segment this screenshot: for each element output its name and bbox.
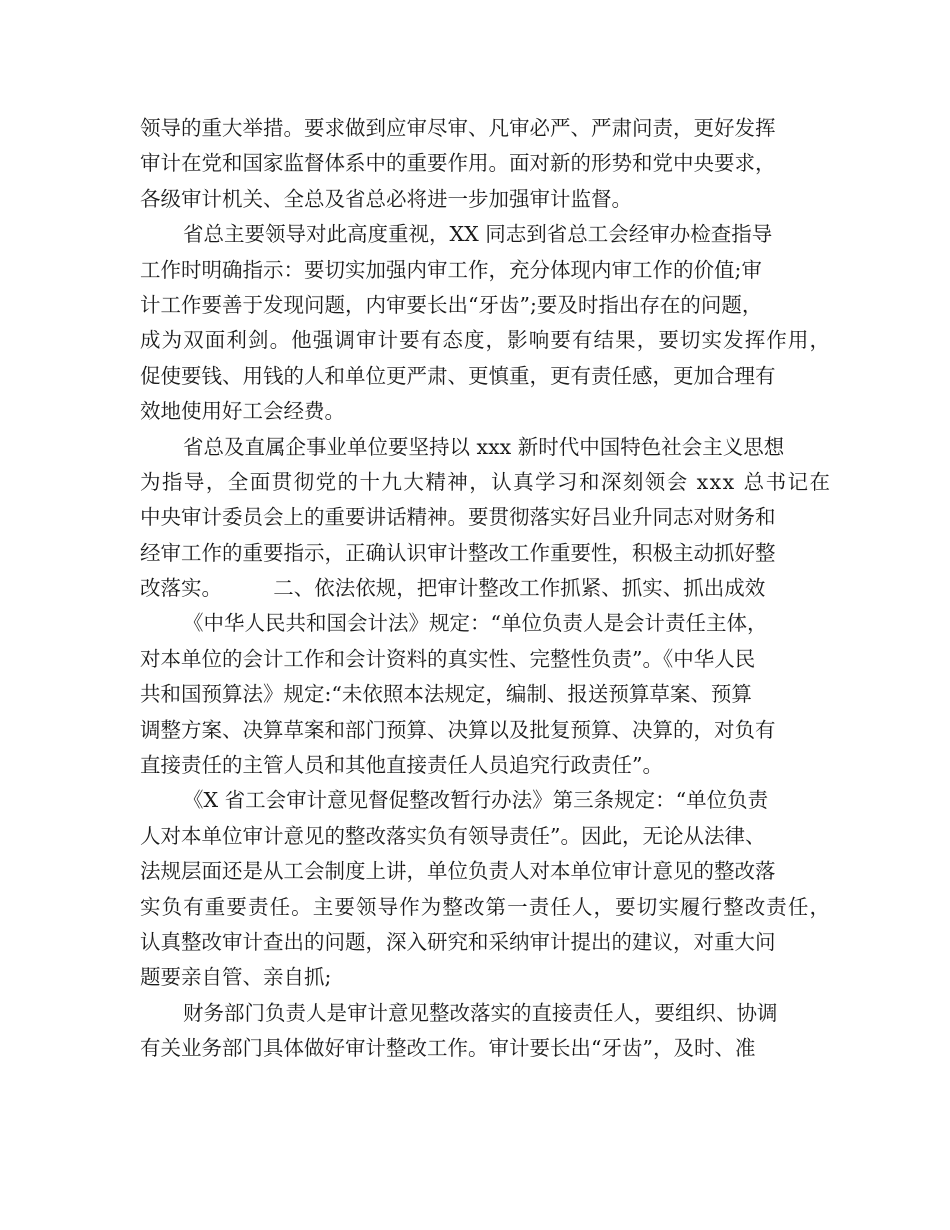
text-line: 《X 省工会审计意见督促整改暂行办法》第三条规定：“单位负责 — [183, 788, 769, 813]
text-line: 各级审计机关、全总及省总必将进一步加强审计监督。 — [140, 186, 632, 211]
text-line: 认真整改审计查出的问题，深入研究和采纳审计提出的建议，对重大问 — [140, 929, 776, 954]
text-line: 财务部门负责人是审计意见整改落实的直接责任人，要组织、协调 — [183, 1000, 778, 1025]
text-line: 《中华人民共和国会计法》规定：“单位负责人是会计责任主体， — [183, 611, 768, 636]
text-line: 共和国预算法》规定:“未依照本法规定，编制、报送预算草案、预算 — [140, 682, 752, 707]
text-line: 审计在党和国家监督体系中的重要作用。面对新的形势和党中央要求， — [140, 151, 776, 176]
text-line: 领导的重大举措。要求做到应审尽审、凡审必严、严肃问责，更好发挥 — [140, 116, 776, 140]
text-line: 省总及直属企事业单位要坚持以 xxx 新时代中国特色社会主义思想 — [183, 434, 785, 459]
text-line: 有关业务部门具体做好审计整改工作。审计要长出“牙齿”，及时、准 — [140, 1036, 756, 1061]
text-line: 实负有重要责任。主要领导作为整改第一责任人，要切实履行整改责任， — [140, 894, 832, 919]
text-line: 法规层面还是从工会制度上讲，单位负责人对本单位审计意见的整改落 — [140, 859, 776, 884]
text-line: 为指导，全面贯彻党的十九大精神，认真学习和深刻领会 xxx 总书记在 — [140, 469, 832, 494]
text-line: 改落实。 二、依法依规，把审计整改工作抓紧、抓实、抓出成效 — [140, 576, 766, 601]
text-line: 人对本单位审计意见的整改落实负有领导责任”。因此，无论从法律、 — [140, 823, 766, 848]
text-line: 调整方案、决算草案和部门预算、决算以及批复预算、决算的，对负有 — [140, 717, 776, 742]
text-line: 经审工作的重要指示，正确认识审计整改工作重要性，积极主动抓好整 — [140, 540, 776, 565]
text-line: 工作时明确指示：要切实加强内审工作，充分体现内审工作的价值;审 — [140, 257, 762, 282]
text-line: 直接责任的主管人员和其他直接责任人员追究行政责任”。 — [140, 753, 663, 778]
text-line: 省总主要领导对此高度重视，XX 同志到省总工会经审办检查指导 — [183, 222, 773, 247]
text-line: 成为双面利剑。他强调审计要有态度，影响要有结果，要切实发挥作用， — [140, 328, 832, 353]
document-body — [140, 111, 830, 1067]
text-line: 中央审计委员会上的重要讲话精神。要贯彻落实好吕业升同志对财务和 — [140, 505, 776, 530]
text-line: 题要亲自管、亲自抓; — [140, 965, 332, 990]
text-line: 计工作要善于发现问题，内审要长出“牙齿”;要及时指出存在的问题， — [140, 292, 763, 317]
text-line: 效地使用好工会经费。 — [140, 399, 345, 424]
text-line: 对本单位的会计工作和会计资料的真实性、完整性负责”。《中华人民 — [140, 646, 756, 671]
text-line: 促使要钱、用钱的人和单位更严肃、更慎重，更有责任感，更加合理有 — [140, 363, 776, 388]
